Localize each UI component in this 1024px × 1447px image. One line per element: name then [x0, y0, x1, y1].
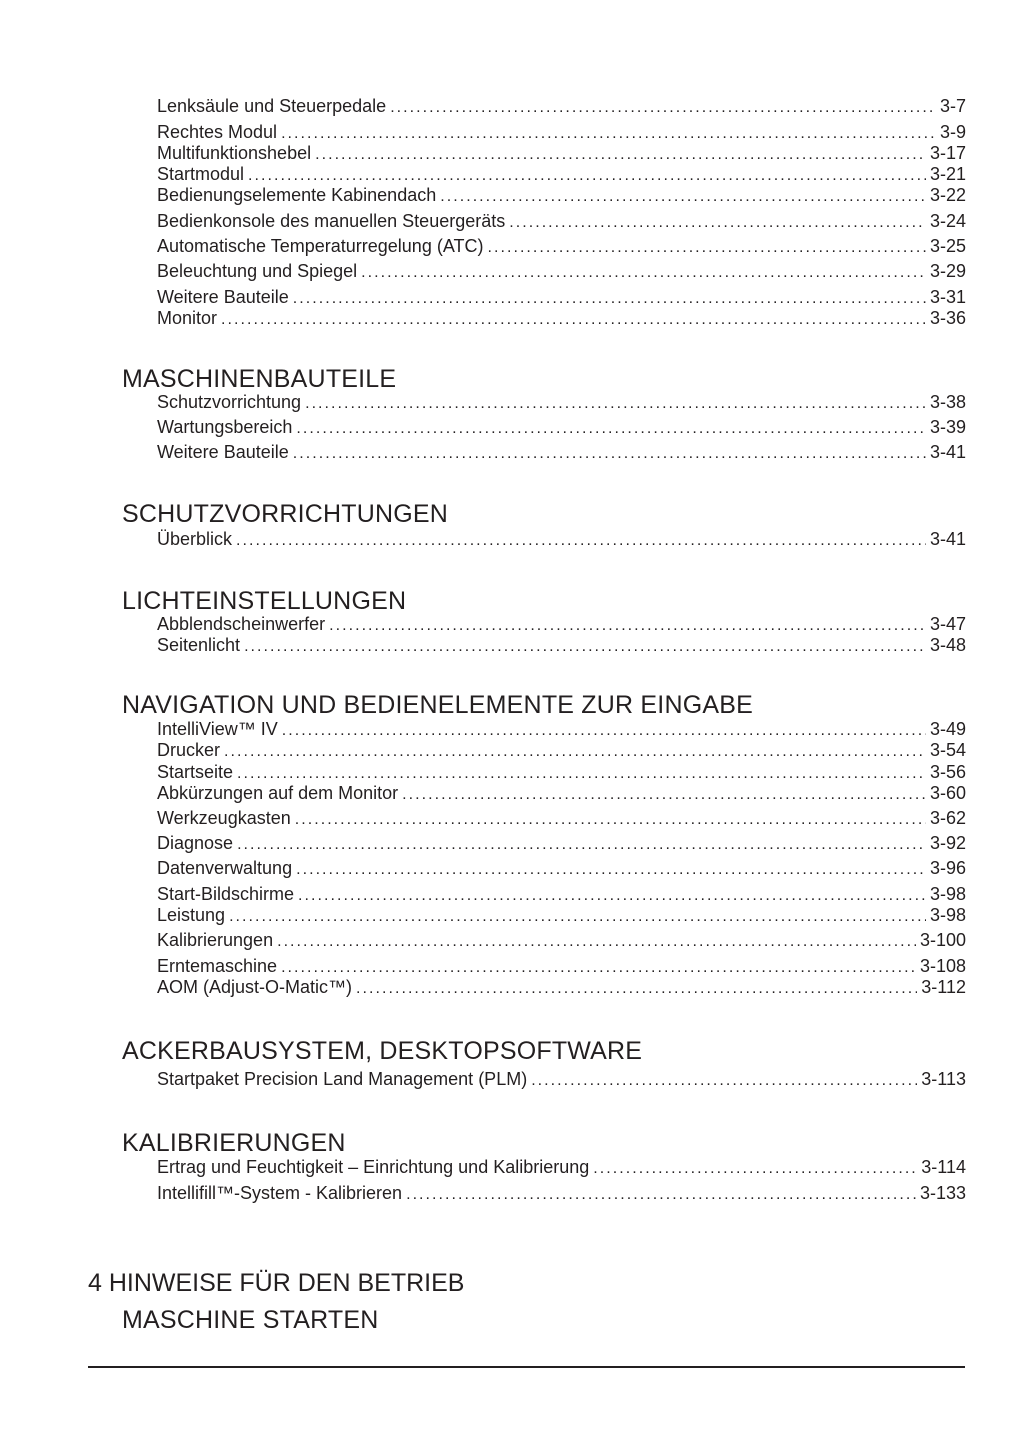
toc-entry-title: Seitenlicht [157, 635, 241, 655]
toc-entry-title: Startseite [157, 762, 234, 782]
dot-leader [221, 309, 926, 331]
toc-entry[interactable] [157, 976, 966, 1000]
dot-leader [224, 741, 926, 763]
toc-entry-page: 3-113 [921, 1069, 966, 1089]
toc-entry-page: 3-7 [939, 96, 966, 116]
toc-entry[interactable] [157, 634, 966, 658]
toc-entry-title: Überblick [157, 529, 233, 549]
toc-entry-title: Drucker [157, 740, 221, 760]
dot-leader [244, 636, 926, 658]
section-heading: MASCHINENBAUTEILE [122, 365, 397, 393]
toc-entry[interactable] [157, 1156, 966, 1180]
toc-entry-page: 3-47 [929, 614, 966, 634]
toc-entry[interactable] [157, 857, 966, 881]
toc-entry-title: Ertrag und Feuchtigkeit – Einrichtung und Kalibrierung [157, 1157, 590, 1177]
dot-leader [296, 418, 926, 440]
toc-entry[interactable] [157, 210, 966, 234]
toc-entry-title: Weitere Bauteile [157, 287, 289, 307]
toc-entry-title: Abkürzungen auf dem Monitor [157, 783, 399, 803]
toc-entry[interactable] [157, 184, 966, 208]
toc-entry[interactable] [157, 782, 966, 806]
toc-entry-title: Abblendscheinwerfer [157, 614, 326, 634]
toc-entry-title: Wartungsbereich [157, 417, 293, 437]
toc-entry-page: 3-54 [929, 740, 966, 760]
toc-entry[interactable] [157, 441, 966, 465]
toc-entry[interactable] [157, 1182, 966, 1206]
toc-entry-page: 3-39 [929, 417, 966, 437]
toc-entry[interactable] [157, 832, 966, 856]
toc-entry-title: Werkzeugkasten [157, 808, 291, 828]
dot-leader [487, 237, 925, 259]
toc-entry-title: Bedienkonsole des manuellen Steuergeräts [157, 211, 506, 231]
toc-entry-page: 3-24 [929, 211, 966, 231]
section-heading: ACKERBAUSYSTEM, DESKTOPSOFTWARE [122, 1037, 643, 1065]
toc-entry[interactable] [157, 904, 966, 928]
toc-entry-title: Leistung [157, 905, 226, 925]
dot-leader [277, 931, 916, 953]
toc-entry-page: 3-38 [929, 392, 966, 412]
dot-leader [293, 443, 926, 465]
section-heading: SCHUTZVORRICHTUNGEN [122, 500, 449, 528]
toc-entry-page: 3-29 [929, 261, 966, 281]
dot-leader [295, 809, 926, 831]
toc-entry-page: 3-41 [929, 529, 966, 549]
toc-entry-page: 3-48 [929, 635, 966, 655]
toc-entry[interactable] [157, 739, 966, 763]
toc-entry-page: 3-21 [929, 164, 966, 184]
toc-entry-title: Diagnose [157, 833, 234, 853]
section-heading: LICHTEINSTELLUNGEN [122, 587, 407, 615]
toc-entry[interactable] [157, 307, 966, 331]
toc-entry-title: Multifunktionshebel [157, 143, 312, 163]
dot-leader [593, 1158, 917, 1180]
toc-entry[interactable] [157, 260, 966, 284]
toc-entry-page: 3-100 [919, 930, 966, 950]
toc-entry-page: 3-114 [921, 1157, 966, 1177]
toc-entry-title: Schutzvorrichtung [157, 392, 302, 412]
dot-leader [305, 393, 926, 415]
toc-entry-page: 3-98 [929, 905, 966, 925]
dot-leader [390, 97, 936, 119]
dot-leader [361, 262, 926, 284]
toc-entry[interactable] [157, 235, 966, 259]
dot-leader [402, 784, 926, 806]
toc-entry-title: Beleuchtung und Spiegel [157, 261, 358, 281]
toc-entry-title: Bedienungselemente Kabinendach [157, 185, 437, 205]
section-heading: NAVIGATION UND BEDIENELEMENTE ZUR EINGABE [122, 691, 753, 719]
toc-entry-title: Weitere Bauteile [157, 442, 289, 462]
toc-entry-page: 3-36 [929, 308, 966, 328]
toc-entry-page: 3-92 [929, 833, 966, 853]
toc-entry[interactable] [157, 807, 966, 831]
toc-entry-title: Erntemaschine [157, 956, 278, 976]
toc-entry-page: 3-62 [929, 808, 966, 828]
toc-entry[interactable] [157, 416, 966, 440]
toc-entry-title: IntelliView™ IV [157, 719, 278, 739]
chapter-heading: 4 HINWEISE FÜR DEN BETRIEB [88, 1269, 465, 1297]
toc-entry-page: 3-133 [919, 1183, 966, 1203]
toc-entry-title: Lenksäule und Steuerpedale [157, 96, 387, 116]
toc-entry-page: 3-108 [919, 956, 966, 976]
dot-leader [296, 859, 926, 881]
toc-entry[interactable] [157, 391, 966, 415]
toc-entry-page: 3-112 [921, 977, 966, 997]
toc-entry-page: 3-25 [929, 236, 966, 256]
toc-entry-title: Datenverwaltung [157, 858, 293, 878]
dot-leader [356, 978, 917, 1000]
section-heading: KALIBRIERUNGEN [122, 1129, 346, 1157]
dot-leader [236, 530, 926, 552]
dot-leader [229, 906, 926, 928]
toc-entry-page: 3-17 [929, 143, 966, 163]
toc-entry-page: 3-22 [929, 185, 966, 205]
dot-leader [509, 212, 926, 234]
toc-entry-page: 3-41 [929, 442, 966, 462]
toc-entry[interactable] [157, 1068, 966, 1092]
toc-entry-title: Start-Bildschirme [157, 884, 295, 904]
dot-leader [406, 1184, 916, 1206]
toc-entry-page: 3-49 [929, 719, 966, 739]
dot-leader [237, 834, 926, 856]
toc-entry-title: AOM (Adjust-O-Matic™) [157, 977, 353, 997]
toc-entry-title: Startpaket Precision Land Management (PLM) [157, 1069, 528, 1089]
toc-entry-page: 3-60 [929, 783, 966, 803]
toc-entry-title: Kalibrierungen [157, 930, 274, 950]
toc-entry-title: Intellifill™-System - Kalibrieren [157, 1183, 403, 1203]
chapter-subheading: MASCHINE STARTEN [122, 1306, 379, 1334]
toc-entry[interactable] [157, 528, 966, 552]
toc-entry-title: Startmodul [157, 164, 245, 184]
toc-entry[interactable] [157, 929, 966, 953]
toc-entry-page: 3-56 [929, 762, 966, 782]
toc-entry-title: Automatische Temperaturregelung (ATC) [157, 236, 484, 256]
toc-entry-page: 3-9 [939, 122, 966, 142]
toc-entry-title: Rechtes Modul [157, 122, 278, 142]
toc-entry-title: Monitor [157, 308, 218, 328]
dot-leader [531, 1070, 917, 1092]
dot-leader [440, 186, 926, 208]
toc-entry[interactable] [157, 95, 966, 119]
bottom-rule [88, 1366, 965, 1368]
toc-entry-page: 3-31 [929, 287, 966, 307]
toc-entry-page: 3-98 [929, 884, 966, 904]
toc-entry-page: 3-96 [929, 858, 966, 878]
